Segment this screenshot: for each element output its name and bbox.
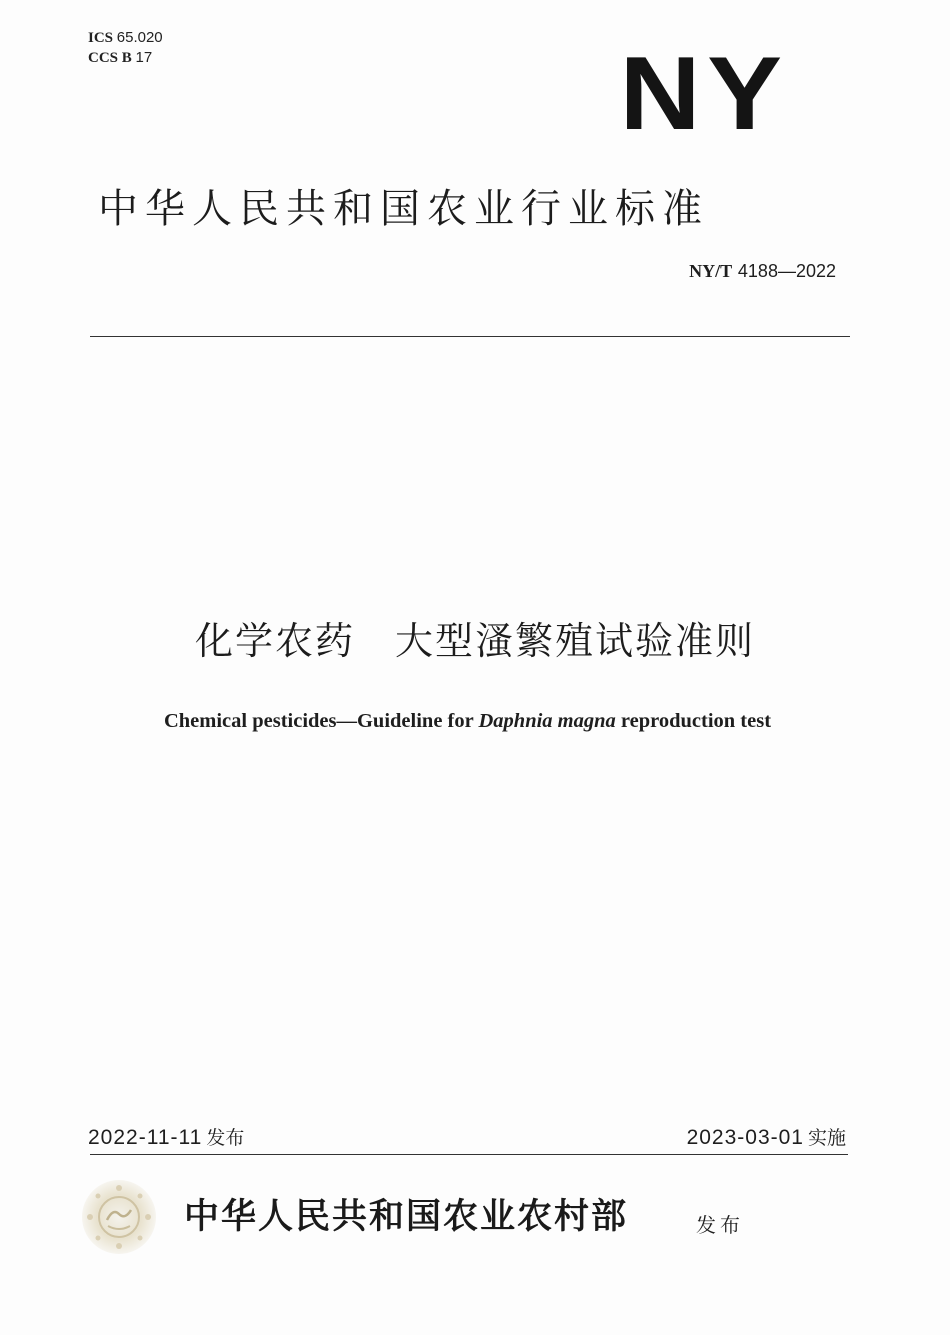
document-title-chinese: 化学农药 大型溞繁殖试验准则 bbox=[194, 619, 755, 663]
issuing-label: 发布 bbox=[696, 1213, 744, 1237]
ics-code: 65.020 bbox=[116, 29, 163, 46]
document-title-english bbox=[0, 707, 935, 735]
implement-date: 2023-03-01 bbox=[686, 1126, 804, 1149]
title-en-part1: Chemical pesticides—Guideline for bbox=[163, 710, 479, 732]
standard-number-prefix: NY/T bbox=[689, 261, 733, 281]
implement-date-line bbox=[687, 1122, 846, 1153]
national-emblem-icon bbox=[80, 1178, 158, 1256]
standard-number-value: 4188—2022 bbox=[737, 261, 836, 281]
standard-title: 中华人民共和国农业行业标准 bbox=[98, 186, 709, 232]
issuing-authority: 中华人民共和国农业农村部 bbox=[184, 1196, 629, 1237]
title-en-part2: reproduction test bbox=[615, 710, 772, 732]
ccs-line bbox=[88, 48, 163, 68]
ics-line bbox=[88, 28, 163, 48]
standard-number bbox=[689, 258, 836, 285]
ccs-label: CCS B bbox=[88, 50, 132, 66]
ics-label: ICS bbox=[88, 30, 114, 46]
implement-label: 实施 bbox=[807, 1127, 846, 1149]
bottom-divider bbox=[90, 1154, 848, 1155]
ny-logo: NY bbox=[618, 36, 788, 152]
top-divider bbox=[90, 336, 850, 337]
issue-date-line bbox=[88, 1122, 244, 1153]
title-en-species: Daphnia magna bbox=[478, 710, 616, 732]
issue-date: 2022-11-11 bbox=[88, 1126, 203, 1149]
issue-label: 发布 bbox=[206, 1127, 245, 1149]
classification-codes bbox=[88, 28, 163, 68]
ccs-code: 17 bbox=[135, 49, 153, 66]
